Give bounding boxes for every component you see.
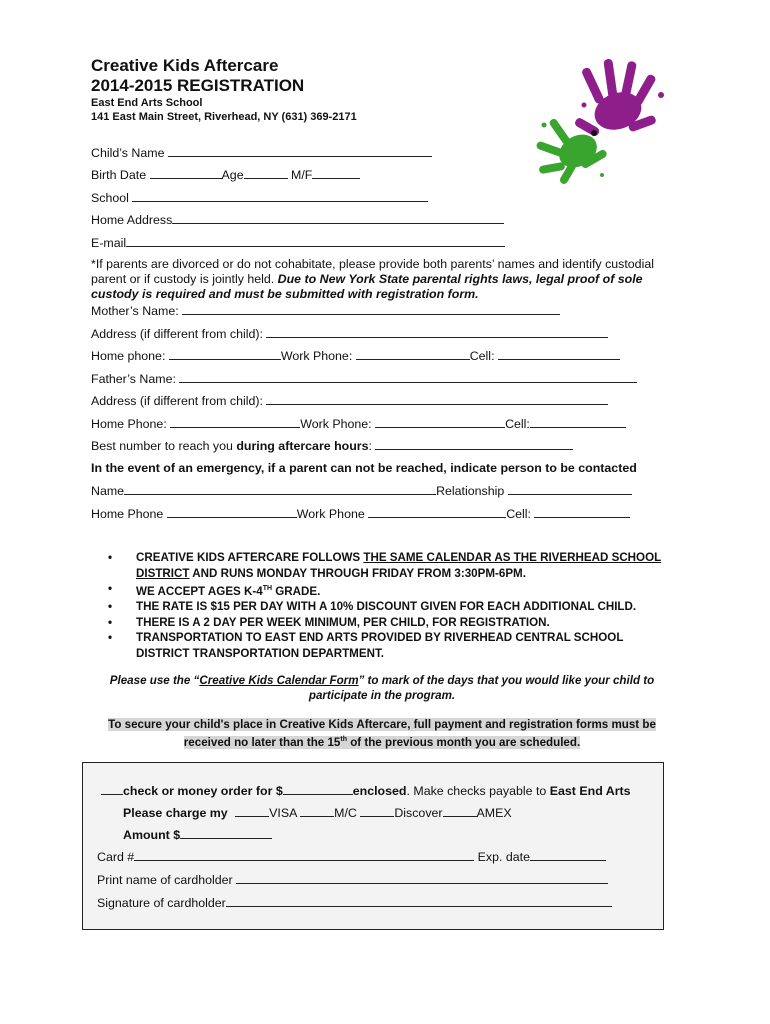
father-address-label: Address (if different from child): (91, 394, 263, 408)
custody-note (91, 257, 681, 302)
charge-row (123, 805, 512, 820)
amount-blank[interactable] (180, 827, 272, 839)
mc-label: M/C (334, 806, 357, 820)
list-item: • TRANSPORTATION TO EAST END ARTS PROVIDED BY RIVERHEAD CENTRAL SCHOOL DISTRICT TRANSPORTATION DEPARTMENT. (108, 631, 624, 660)
mother-cell-label: Cell: (469, 349, 495, 363)
amount-label: Amount $ (123, 828, 181, 842)
father-home-phone-label: Home Phone: (91, 417, 167, 431)
bullet-1-text: CREATIVE KIDS AFTERCARE FOLLOWS (136, 551, 364, 564)
emergency-name-blank[interactable] (124, 483, 436, 495)
calendar-form-link[interactable]: Creative Kids Calendar Form (199, 674, 359, 687)
emergency-relationship-blank[interactable] (508, 483, 632, 495)
secure-note-highlight (108, 718, 656, 749)
father-address-field (91, 393, 608, 408)
best-number-field (91, 438, 573, 453)
mother-work-phone-label: Work Phone: (280, 349, 353, 363)
mother-phone-row (91, 348, 620, 363)
bullet-3-text: THE RATE IS $15 PER DAY WITH A 10% DISCOUNT GIVEN FOR EACH ADDITIONAL CHILD. (136, 600, 637, 614)
signature-row (97, 895, 612, 910)
emergency-name-label: Name (91, 484, 125, 498)
mother-work-phone-blank[interactable] (356, 348, 470, 360)
emergency-work-phone-blank[interactable] (368, 506, 506, 518)
home-address-field (91, 212, 504, 227)
bullet-1-underlined: THE SAME CALENDAR AS THE RIVERHEAD SCHOOL DISTRICT (136, 551, 662, 580)
amount-row (123, 827, 272, 842)
child-name-field[interactable] (91, 145, 432, 160)
mother-cell-blank[interactable] (498, 348, 620, 360)
check-blank[interactable] (101, 783, 123, 795)
exp-date-blank[interactable] (530, 849, 606, 861)
list-item: • THE RATE IS $15 PER DAY WITH A 10% DISCOUNT GIVEN FOR EACH ADDITIONAL CHILD. (108, 600, 637, 614)
card-number-blank[interactable] (134, 849, 474, 861)
email-field (91, 235, 505, 250)
payment-box (82, 762, 664, 930)
school-blank[interactable] (132, 190, 428, 202)
secure-note-tail: of the previous month you are scheduled. (346, 735, 581, 749)
check-amount-blank[interactable] (283, 783, 353, 795)
signature-blank[interactable] (226, 895, 612, 907)
emergency-work-phone-label: Work Phone (296, 507, 365, 521)
secure-note-text: To secure your child's place in Creative Kids Aftercare, full payment and registration forms must be received no later than the 15 (108, 718, 656, 749)
best-number-emphasis: during aftercare hours (236, 439, 369, 453)
child-name-label: Child’s Name (91, 146, 165, 160)
mother-home-phone-blank[interactable] (169, 348, 281, 360)
mc-blank[interactable] (300, 805, 334, 817)
father-cell-label: Cell: (505, 417, 530, 431)
father-phone-row (91, 416, 626, 431)
mf-blank[interactable] (312, 167, 360, 179)
handprints-logo (536, 55, 676, 185)
bullet-5-text: TRANSPORTATION TO EAST END ARTS PROVIDED BY RIVERHEAD CENTRAL SCHOOL DISTRICT TRANSPORTATION DEPARTMENT. (136, 631, 624, 660)
form-title: Creative Kids Aftercare (91, 56, 279, 75)
payable-label: . Make checks payable to (406, 784, 550, 798)
father-work-phone-label: Work Phone: (300, 417, 372, 431)
secure-note (91, 717, 673, 750)
best-number-label: Best number to reach you (91, 439, 237, 453)
birth-row (91, 167, 360, 182)
calendar-note-tail: ” to mark of the days that you would like your child to participate in the program. (308, 674, 655, 702)
form-subtitle: 2014-2015 REGISTRATION (91, 76, 305, 95)
card-row (97, 849, 606, 864)
discover-label: Discover (394, 806, 443, 820)
email-label: E-mail (91, 236, 127, 250)
list-item: • WE ACCEPT AGES K-4TH GRADE. (108, 582, 321, 598)
custody-note-text: *If parents are divorced or do not cohabitate, please provide both parents’ names and identify custodial parent or if custody is jointly held. (91, 257, 654, 286)
bullet-1-tail: AND RUNS MONDAY THROUGH FRIDAY FROM 3:30PM-6PM. (189, 566, 526, 580)
card-number-label: Card # (97, 850, 135, 864)
amex-label: AMEX (476, 806, 512, 820)
bullet-2-text: WE ACCEPT AGES K-4 (136, 584, 263, 598)
best-number-colon: : (368, 439, 372, 453)
payee-name: East End Arts (549, 784, 631, 798)
mother-address-blank[interactable] (266, 326, 608, 338)
list-item: • THERE IS A 2 DAY PER WEEK MINIMUM, PER CHILD, FOR REGISTRATION. (108, 615, 550, 629)
charge-label: Please charge my (123, 806, 228, 820)
birth-date-label: Birth Date (91, 168, 147, 182)
father-home-phone-blank[interactable] (170, 416, 300, 428)
check-row (101, 783, 631, 798)
mother-home-phone-label: Home phone: (91, 349, 166, 363)
school-name: East End Arts School (91, 97, 203, 109)
father-cell-blank[interactable] (530, 416, 626, 428)
father-address-blank[interactable] (266, 393, 608, 405)
emergency-heading: In the event of an emergency, if a parent can not be reached, indicate person to be contacted (91, 461, 637, 475)
home-address-blank[interactable] (172, 212, 504, 224)
school-field (91, 190, 428, 205)
emergency-phone-row (91, 506, 630, 521)
secure-note-superscript: th (340, 736, 347, 743)
father-name-label: Father’s Name: (91, 372, 176, 386)
custody-note-emphasis: Due to New York State parental rights laws, legal proof of sole custody is required and must be submitted with registration form. (91, 272, 643, 301)
school-label: School (91, 191, 129, 205)
mother-address-field (91, 326, 608, 341)
birth-date-blank[interactable] (150, 167, 222, 179)
list-item: • CREATIVE KIDS AFTERCARE FOLLOWS THE SAME CALENDAR AS THE RIVERHEAD SCHOOL DISTRICT AND RUNS MONDAY THROUGH FRIDAY FROM 3:30PM-6PM. (108, 551, 662, 580)
calendar-note (91, 673, 673, 703)
mf-label: M/F (291, 168, 313, 182)
best-number-blank[interactable] (375, 438, 573, 450)
mother-name-blank[interactable] (182, 303, 560, 315)
visa-label: VISA (269, 806, 297, 820)
emergency-name-row (91, 483, 632, 498)
email-blank[interactable] (126, 235, 505, 247)
discover-blank[interactable] (360, 805, 394, 817)
visa-blank[interactable] (235, 805, 269, 817)
emergency-cell-blank[interactable] (534, 506, 630, 518)
program-info-list (108, 550, 668, 661)
calendar-note-text: Please use the “ (109, 674, 200, 687)
bullet-2-tail: GRADE. (272, 584, 321, 598)
child-name-blank[interactable] (168, 145, 432, 157)
bullet-2-superscript: TH (262, 585, 273, 592)
print-name-blank[interactable] (236, 872, 608, 884)
amex-blank[interactable] (443, 805, 477, 817)
emergency-home-phone-blank[interactable] (167, 506, 297, 518)
age-blank[interactable] (244, 167, 288, 179)
emergency-relationship-label: Relationship (436, 484, 505, 498)
school-address: 141 East Main Street, Riverhead, NY (631) 369-2171 (91, 111, 357, 123)
print-name-label: Print name of cardholder (97, 873, 233, 887)
print-name-row (97, 872, 608, 887)
bullet-4-text: THERE IS A 2 DAY PER WEEK MINIMUM, PER CHILD, FOR REGISTRATION. (136, 615, 550, 629)
mother-name-label: Mother’s Name: (91, 304, 179, 318)
emergency-home-phone-label: Home Phone (91, 507, 164, 521)
signature-label: Signature of cardholder (97, 896, 226, 910)
age-label: Age (221, 168, 244, 182)
father-name-blank[interactable] (179, 371, 637, 383)
father-name-field (91, 371, 637, 386)
emergency-cell-label: Cell: (506, 507, 531, 521)
enclosed-label: enclosed (352, 784, 407, 798)
mother-name-field (91, 303, 560, 318)
exp-date-label: Exp. date (477, 850, 531, 864)
father-work-phone-blank[interactable] (375, 416, 505, 428)
home-address-label: Home Address (91, 213, 173, 227)
check-label: check or money order for $ (123, 784, 283, 798)
mother-address-label: Address (if different from child): (91, 327, 263, 341)
